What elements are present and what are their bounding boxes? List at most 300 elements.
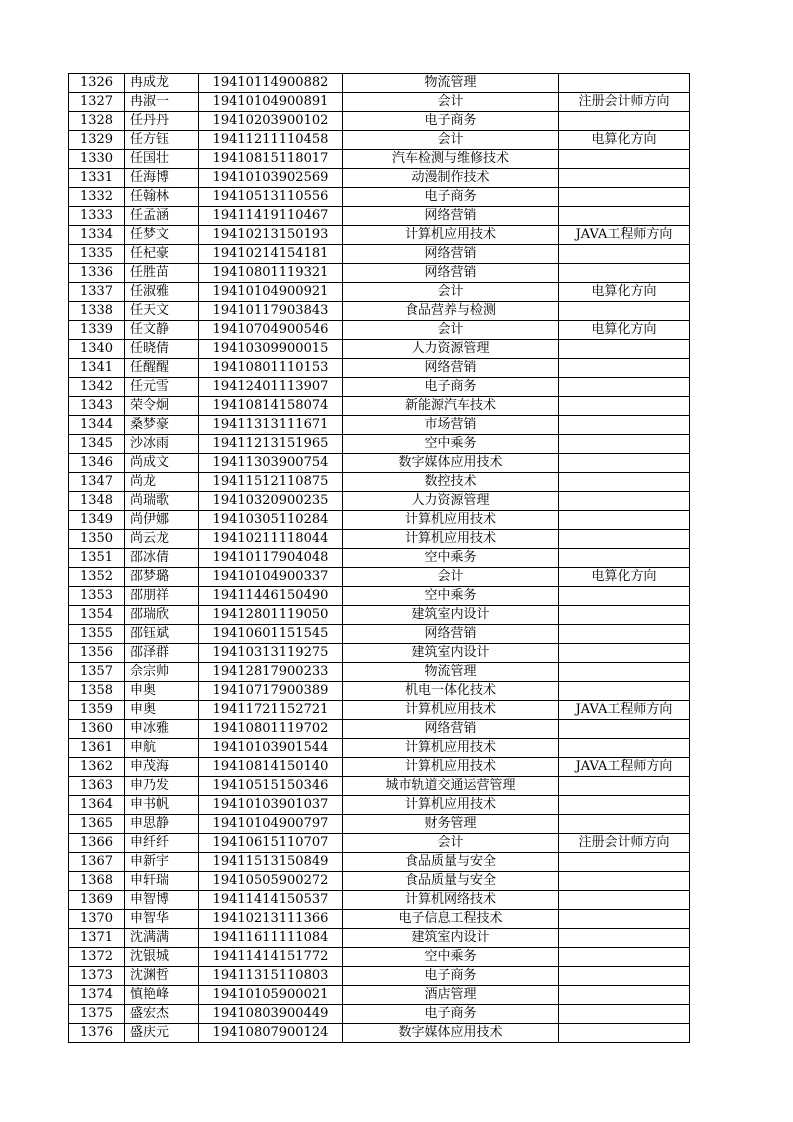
table-row (69, 682, 690, 701)
cell-direction (559, 606, 690, 625)
cell-serial-number: 1359 (69, 701, 125, 720)
cell-student-name: 任天文 (125, 302, 199, 321)
cell-direction (559, 587, 690, 606)
cell-major: 网络营销 (343, 625, 559, 644)
cell-student-name: 任翰林 (125, 188, 199, 207)
cell-serial-number: 1370 (69, 910, 125, 929)
cell-major: 物流管理 (343, 663, 559, 682)
cell-serial-number: 1335 (69, 245, 125, 264)
cell-serial-number: 1339 (69, 321, 125, 340)
table-row (69, 1005, 690, 1024)
table-row (69, 739, 690, 758)
cell-major: 计算机应用技术 (343, 758, 559, 777)
cell-direction (559, 929, 690, 948)
cell-serial-number: 1365 (69, 815, 125, 834)
cell-serial-number: 1341 (69, 359, 125, 378)
cell-major: 计算机应用技术 (343, 226, 559, 245)
cell-student-id: 19411211110458 (199, 131, 343, 150)
cell-major: 食品质量与安全 (343, 872, 559, 891)
cell-serial-number: 1367 (69, 853, 125, 872)
cell-student-name: 荣令炯 (125, 397, 199, 416)
cell-direction: JAVA工程师方向 (559, 701, 690, 720)
cell-direction (559, 397, 690, 416)
cell-student-name: 慎艳峰 (125, 986, 199, 1005)
cell-student-id: 19411512110875 (199, 473, 343, 492)
cell-student-name: 申乃发 (125, 777, 199, 796)
table-row (69, 720, 690, 739)
cell-major: 会计 (343, 283, 559, 302)
cell-major: 计算机应用技术 (343, 739, 559, 758)
cell-direction (559, 245, 690, 264)
cell-serial-number: 1363 (69, 777, 125, 796)
table-row (69, 188, 690, 207)
table-row (69, 454, 690, 473)
cell-major: 网络营销 (343, 720, 559, 739)
cell-serial-number: 1349 (69, 511, 125, 530)
table-row (69, 872, 690, 891)
cell-student-name: 申智博 (125, 891, 199, 910)
cell-major: 电子信息工程技术 (343, 910, 559, 929)
cell-major: 电子商务 (343, 1005, 559, 1024)
cell-major: 食品质量与安全 (343, 853, 559, 872)
cell-student-id: 19410117903843 (199, 302, 343, 321)
cell-student-id: 19410103902569 (199, 169, 343, 188)
cell-student-id: 19410814158074 (199, 397, 343, 416)
cell-student-name: 申思静 (125, 815, 199, 834)
cell-serial-number: 1336 (69, 264, 125, 283)
table-row (69, 131, 690, 150)
cell-direction (559, 625, 690, 644)
cell-direction (559, 150, 690, 169)
cell-student-name: 沙冰雨 (125, 435, 199, 454)
cell-direction (559, 986, 690, 1005)
cell-major: 会计 (343, 834, 559, 853)
cell-student-id: 19410615110707 (199, 834, 343, 853)
cell-student-id: 19412817900233 (199, 663, 343, 682)
cell-direction (559, 188, 690, 207)
cell-direction (559, 435, 690, 454)
cell-direction (559, 530, 690, 549)
cell-direction (559, 815, 690, 834)
table-row (69, 948, 690, 967)
cell-student-id: 19410704900546 (199, 321, 343, 340)
table-row (69, 967, 690, 986)
table-row (69, 226, 690, 245)
cell-serial-number: 1347 (69, 473, 125, 492)
cell-serial-number: 1329 (69, 131, 125, 150)
cell-student-id: 19410105900021 (199, 986, 343, 1005)
cell-major: 电子商务 (343, 188, 559, 207)
cell-student-id: 19410104900921 (199, 283, 343, 302)
cell-student-name: 邵泽群 (125, 644, 199, 663)
cell-serial-number: 1360 (69, 720, 125, 739)
cell-student-name: 邵梦璐 (125, 568, 199, 587)
cell-direction (559, 967, 690, 986)
cell-serial-number: 1328 (69, 112, 125, 131)
table-row (69, 758, 690, 777)
cell-student-id: 19410104900797 (199, 815, 343, 834)
cell-student-name: 尚龙 (125, 473, 199, 492)
cell-student-name: 邵冰倩 (125, 549, 199, 568)
cell-student-name: 佘宗帅 (125, 663, 199, 682)
cell-serial-number: 1351 (69, 549, 125, 568)
table-row (69, 340, 690, 359)
cell-serial-number: 1337 (69, 283, 125, 302)
cell-student-id: 19410815118017 (199, 150, 343, 169)
cell-student-name: 尚瑞歌 (125, 492, 199, 511)
cell-serial-number: 1346 (69, 454, 125, 473)
cell-student-id: 19412801119050 (199, 606, 343, 625)
cell-student-name: 申奥 (125, 682, 199, 701)
cell-serial-number: 1364 (69, 796, 125, 815)
cell-major: 汽车检测与维修技术 (343, 150, 559, 169)
cell-direction (559, 112, 690, 131)
table-row (69, 150, 690, 169)
cell-serial-number: 1327 (69, 93, 125, 112)
cell-student-id: 19410505900272 (199, 872, 343, 891)
cell-direction (559, 796, 690, 815)
cell-student-name: 任淑雅 (125, 283, 199, 302)
cell-direction: 电算化方向 (559, 131, 690, 150)
cell-serial-number: 1350 (69, 530, 125, 549)
cell-major: 空中乘务 (343, 587, 559, 606)
table-row (69, 549, 690, 568)
cell-serial-number: 1373 (69, 967, 125, 986)
cell-serial-number: 1358 (69, 682, 125, 701)
table-row (69, 1024, 690, 1043)
cell-direction: 电算化方向 (559, 321, 690, 340)
cell-major: 网络营销 (343, 359, 559, 378)
table-row (69, 910, 690, 929)
cell-serial-number: 1326 (69, 74, 125, 93)
table-row (69, 815, 690, 834)
cell-serial-number: 1356 (69, 644, 125, 663)
cell-direction (559, 739, 690, 758)
cell-major: 会计 (343, 131, 559, 150)
cell-major: 电子商务 (343, 967, 559, 986)
cell-student-id: 19410313119275 (199, 644, 343, 663)
cell-serial-number: 1372 (69, 948, 125, 967)
table-row (69, 701, 690, 720)
table-row (69, 568, 690, 587)
cell-major: 计算机网络技术 (343, 891, 559, 910)
cell-direction (559, 302, 690, 321)
cell-student-id: 19410601151545 (199, 625, 343, 644)
cell-serial-number: 1362 (69, 758, 125, 777)
cell-major: 建筑室内设计 (343, 606, 559, 625)
cell-direction (559, 549, 690, 568)
cell-serial-number: 1343 (69, 397, 125, 416)
table-row (69, 397, 690, 416)
cell-major: 空中乘务 (343, 948, 559, 967)
cell-major: 建筑室内设计 (343, 929, 559, 948)
table-row (69, 777, 690, 796)
cell-direction (559, 853, 690, 872)
cell-student-id: 19410814150140 (199, 758, 343, 777)
cell-student-name: 沈满满 (125, 929, 199, 948)
cell-direction (559, 416, 690, 435)
cell-student-name: 申书帆 (125, 796, 199, 815)
cell-student-name: 桑梦豪 (125, 416, 199, 435)
cell-direction (559, 492, 690, 511)
cell-student-name: 任元雪 (125, 378, 199, 397)
cell-student-id: 19411721152721 (199, 701, 343, 720)
cell-student-name: 沈银城 (125, 948, 199, 967)
cell-direction (559, 720, 690, 739)
cell-student-name: 任国壮 (125, 150, 199, 169)
table-row (69, 587, 690, 606)
cell-student-id: 19410213150193 (199, 226, 343, 245)
cell-student-id: 19410717900389 (199, 682, 343, 701)
table-row (69, 663, 690, 682)
table-row (69, 473, 690, 492)
cell-student-id: 19410104900891 (199, 93, 343, 112)
cell-serial-number: 1330 (69, 150, 125, 169)
table-row (69, 834, 690, 853)
cell-student-id: 19411419110467 (199, 207, 343, 226)
cell-direction: JAVA工程师方向 (559, 758, 690, 777)
cell-major: 计算机应用技术 (343, 530, 559, 549)
cell-major: 食品营养与检测 (343, 302, 559, 321)
cell-student-id: 19411513150849 (199, 853, 343, 872)
cell-major: 网络营销 (343, 245, 559, 264)
cell-serial-number: 1348 (69, 492, 125, 511)
cell-student-name: 尚成文 (125, 454, 199, 473)
table-row (69, 986, 690, 1005)
cell-student-id: 19410103901037 (199, 796, 343, 815)
cell-student-id: 19410104900337 (199, 568, 343, 587)
cell-direction (559, 169, 690, 188)
cell-student-name: 任孟涵 (125, 207, 199, 226)
cell-serial-number: 1342 (69, 378, 125, 397)
cell-direction (559, 910, 690, 929)
cell-major: 电子商务 (343, 112, 559, 131)
cell-serial-number: 1331 (69, 169, 125, 188)
cell-student-id: 19410214154181 (199, 245, 343, 264)
table-row (69, 416, 690, 435)
cell-serial-number: 1334 (69, 226, 125, 245)
cell-major: 会计 (343, 568, 559, 587)
cell-student-id: 19410801119702 (199, 720, 343, 739)
table-row (69, 644, 690, 663)
cell-direction (559, 359, 690, 378)
cell-major: 计算机应用技术 (343, 511, 559, 530)
cell-direction: 注册会计师方向 (559, 834, 690, 853)
cell-direction (559, 378, 690, 397)
cell-student-name: 任醒醒 (125, 359, 199, 378)
cell-serial-number: 1369 (69, 891, 125, 910)
cell-major: 电子商务 (343, 378, 559, 397)
table-row (69, 321, 690, 340)
cell-student-id: 19411446150490 (199, 587, 343, 606)
cell-major: 空中乘务 (343, 549, 559, 568)
cell-student-name: 申奥 (125, 701, 199, 720)
cell-student-id: 19412401113907 (199, 378, 343, 397)
cell-major: 人力资源管理 (343, 492, 559, 511)
cell-direction: 注册会计师方向 (559, 93, 690, 112)
cell-direction (559, 682, 690, 701)
cell-student-id: 19411213151965 (199, 435, 343, 454)
cell-direction (559, 511, 690, 530)
cell-student-id: 19410305110284 (199, 511, 343, 530)
table-row (69, 359, 690, 378)
cell-student-name: 申冰雅 (125, 720, 199, 739)
cell-student-id: 19410807900124 (199, 1024, 343, 1043)
table-row (69, 112, 690, 131)
table-row (69, 283, 690, 302)
cell-major: 会计 (343, 321, 559, 340)
cell-serial-number: 1366 (69, 834, 125, 853)
cell-student-id: 19410801110153 (199, 359, 343, 378)
table-row (69, 169, 690, 188)
cell-student-name: 申智华 (125, 910, 199, 929)
cell-direction (559, 264, 690, 283)
cell-direction: 电算化方向 (559, 568, 690, 587)
cell-serial-number: 1340 (69, 340, 125, 359)
cell-student-name: 尚伊娜 (125, 511, 199, 530)
table-row (69, 492, 690, 511)
cell-serial-number: 1374 (69, 986, 125, 1005)
cell-serial-number: 1355 (69, 625, 125, 644)
table-row (69, 891, 690, 910)
cell-student-id: 19410103901544 (199, 739, 343, 758)
cell-major: 会计 (343, 93, 559, 112)
cell-direction (559, 340, 690, 359)
cell-student-name: 任海博 (125, 169, 199, 188)
cell-serial-number: 1371 (69, 929, 125, 948)
cell-student-name: 盛庆元 (125, 1024, 199, 1043)
cell-student-name: 沈渊哲 (125, 967, 199, 986)
cell-student-id: 19410203900102 (199, 112, 343, 131)
cell-serial-number: 1333 (69, 207, 125, 226)
cell-major: 网络营销 (343, 207, 559, 226)
cell-major: 人力资源管理 (343, 340, 559, 359)
table-row (69, 530, 690, 549)
table-body (69, 74, 690, 1043)
cell-major: 计算机应用技术 (343, 701, 559, 720)
cell-direction (559, 663, 690, 682)
table-row (69, 207, 690, 226)
cell-serial-number: 1344 (69, 416, 125, 435)
cell-student-name: 尚云龙 (125, 530, 199, 549)
cell-student-name: 邵瑞欣 (125, 606, 199, 625)
cell-student-id: 19411611111084 (199, 929, 343, 948)
table-row (69, 606, 690, 625)
cell-student-name: 任方钰 (125, 131, 199, 150)
table-row (69, 435, 690, 454)
cell-major: 计算机应用技术 (343, 796, 559, 815)
cell-direction (559, 1005, 690, 1024)
cell-direction (559, 644, 690, 663)
student-roster-table (68, 73, 690, 1043)
table-row (69, 74, 690, 93)
cell-student-id: 19411414151772 (199, 948, 343, 967)
cell-student-name: 任丹丹 (125, 112, 199, 131)
cell-serial-number: 1345 (69, 435, 125, 454)
cell-student-name: 任文静 (125, 321, 199, 340)
table-row (69, 796, 690, 815)
cell-student-id: 19411315110803 (199, 967, 343, 986)
cell-direction: JAVA工程师方向 (559, 226, 690, 245)
cell-student-name: 任梦文 (125, 226, 199, 245)
cell-major: 建筑室内设计 (343, 644, 559, 663)
cell-student-name: 申新宇 (125, 853, 199, 872)
cell-direction (559, 777, 690, 796)
cell-student-id: 19410213111366 (199, 910, 343, 929)
cell-major: 网络营销 (343, 264, 559, 283)
cell-major: 机电一体化技术 (343, 682, 559, 701)
table-row (69, 264, 690, 283)
cell-major: 市场营销 (343, 416, 559, 435)
cell-major: 动漫制作技术 (343, 169, 559, 188)
cell-serial-number: 1361 (69, 739, 125, 758)
cell-student-id: 19410117904048 (199, 549, 343, 568)
cell-serial-number: 1352 (69, 568, 125, 587)
cell-serial-number: 1376 (69, 1024, 125, 1043)
table-row (69, 378, 690, 397)
cell-direction (559, 948, 690, 967)
cell-student-name: 邵钰斌 (125, 625, 199, 644)
cell-direction (559, 1024, 690, 1043)
cell-major: 空中乘务 (343, 435, 559, 454)
cell-student-name: 申航 (125, 739, 199, 758)
cell-student-id: 19411303900754 (199, 454, 343, 473)
table-row (69, 625, 690, 644)
cell-student-name: 冉成龙 (125, 74, 199, 93)
cell-student-id: 19411313111671 (199, 416, 343, 435)
cell-serial-number: 1338 (69, 302, 125, 321)
cell-direction (559, 207, 690, 226)
cell-direction (559, 872, 690, 891)
table-row (69, 302, 690, 321)
cell-student-name: 申纤纤 (125, 834, 199, 853)
cell-serial-number: 1357 (69, 663, 125, 682)
cell-major: 数字媒体应用技术 (343, 1024, 559, 1043)
cell-direction (559, 74, 690, 93)
cell-direction: 电算化方向 (559, 283, 690, 302)
cell-student-name: 任晓倩 (125, 340, 199, 359)
cell-student-id: 19410114900882 (199, 74, 343, 93)
cell-serial-number: 1368 (69, 872, 125, 891)
cell-student-id: 19411414150537 (199, 891, 343, 910)
cell-major: 财务管理 (343, 815, 559, 834)
cell-student-id: 19410515150346 (199, 777, 343, 796)
table-row (69, 93, 690, 112)
cell-student-id: 19410309900015 (199, 340, 343, 359)
table-row (69, 853, 690, 872)
cell-student-id: 19410801119321 (199, 264, 343, 283)
cell-student-name: 盛宏杰 (125, 1005, 199, 1024)
cell-serial-number: 1353 (69, 587, 125, 606)
cell-student-name: 申茂海 (125, 758, 199, 777)
cell-student-name: 冉淑一 (125, 93, 199, 112)
table-row (69, 511, 690, 530)
cell-student-name: 任杞豪 (125, 245, 199, 264)
cell-student-id: 19410513110556 (199, 188, 343, 207)
cell-serial-number: 1354 (69, 606, 125, 625)
cell-serial-number: 1375 (69, 1005, 125, 1024)
cell-major: 数控技术 (343, 473, 559, 492)
cell-student-id: 19410803900449 (199, 1005, 343, 1024)
cell-major: 新能源汽车技术 (343, 397, 559, 416)
cell-major: 物流管理 (343, 74, 559, 93)
cell-direction (559, 454, 690, 473)
table-row (69, 245, 690, 264)
cell-major: 酒店管理 (343, 986, 559, 1005)
cell-student-id: 19410320900235 (199, 492, 343, 511)
cell-student-name: 邵朋祥 (125, 587, 199, 606)
cell-student-name: 申轩瑞 (125, 872, 199, 891)
